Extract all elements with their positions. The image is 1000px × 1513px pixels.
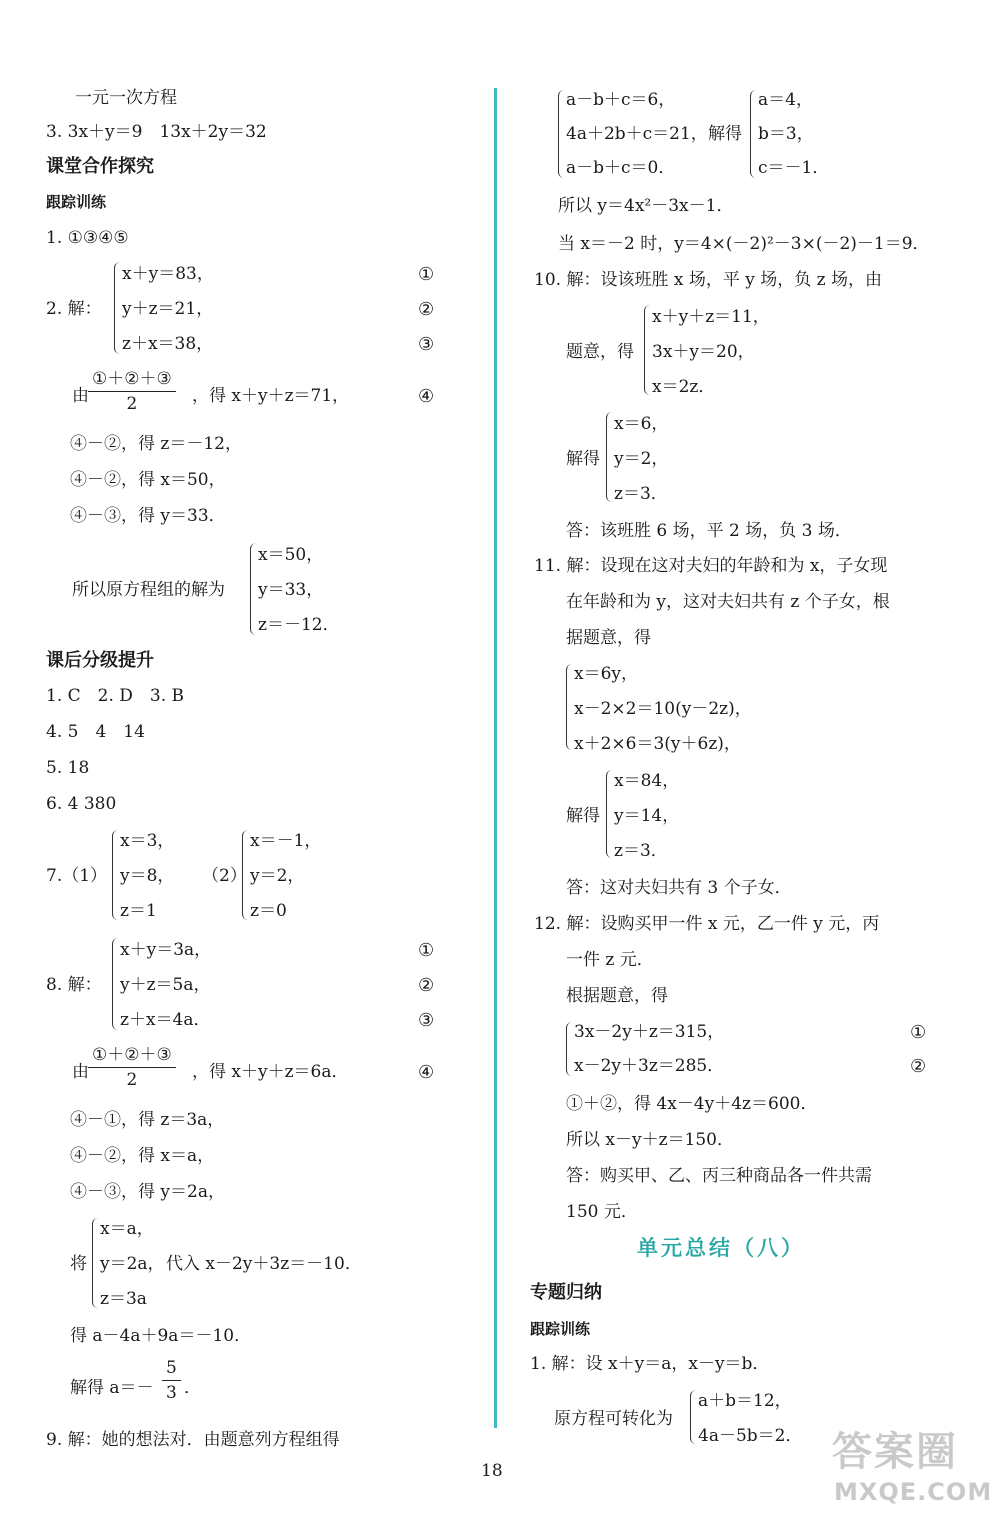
answer-12: 12. 解：设购买甲一件 x 元，乙一件 y 元，丙 [534,914,880,934]
column-divider [494,88,497,1428]
fraction [88,1047,176,1089]
solution: z＝－12． [258,615,340,635]
equation-number: ③ [418,1010,435,1031]
text: 答：该班胜 6 场，平 2 场，负 3 场． [566,521,852,541]
brace [750,90,757,178]
equation: a－b＋c＝6， [566,90,676,110]
answer: 1. C 2. D 3. B [46,686,185,706]
answer: 4. 5 4 14 [46,722,145,742]
numerator: ①＋②＋③ [88,1047,176,1068]
step: ④－②，得 x＝a， [70,1146,215,1166]
text: 根据题意，得 [566,986,668,1006]
equation: y＋z＝21， [122,299,214,319]
solution: b＝3， [758,124,814,144]
fraction [88,371,176,413]
equation: z＋x＝4a． [120,1010,211,1030]
fraction [162,1360,181,1402]
answer-9: 9. 解：她的想法对．由题意列方程组得 [46,1430,340,1450]
brace [112,938,119,1030]
equation: x＝6y， [574,664,639,684]
equation-number: ① [418,940,435,961]
text: 据题意，得 [566,628,651,648]
text: 解得 [566,806,600,826]
equation: x＝2z． [652,377,716,397]
text: ，得 x＋y＋z＝6a． [192,1062,349,1082]
answer-1: 1. 解：设 x＋y＝a，x－y＝b． [530,1354,770,1374]
denominator: 2 [126,1070,138,1090]
brace [606,770,613,858]
section-heading: 课堂合作探究 [46,156,154,177]
denominator: 2 [126,394,138,414]
solution: y＝2， [614,449,669,469]
text: 在年龄和为 y，这对夫妇共有 z 个子女，根 [566,592,890,612]
solution: x＝84， [614,771,680,791]
brace [644,305,651,395]
text: 所以原方程组的解为 [72,580,225,600]
brace [566,664,573,750]
step: ④－③，得 y＝2a， [70,1182,225,1202]
page-number: 18 [481,1461,503,1481]
text: 解得 a＝－ [70,1378,154,1398]
q2-label: 2. 解： [46,299,102,319]
equation: x－2y＋3z＝285． [574,1056,725,1076]
watermark-logo-text: 答案圈 [832,1429,958,1475]
answer: 6. 4 380 [46,794,117,814]
answer-3: 3. 3x＋y＝9 13x＋2y＝32 [46,122,267,142]
text: 所以 y＝4x²－3x－1． [558,196,734,216]
q7-label-2: （2） [202,866,247,886]
text: 由 [72,1062,89,1082]
equation-number: ② [418,975,435,996]
equation-number: ① [418,264,435,285]
answer: 5. 18 [46,758,90,778]
equation: a－b＋c＝0． [566,158,676,178]
text: 解得 [708,124,742,144]
brace [112,830,119,920]
equation-number: ② [418,299,435,320]
solution: z＝1 [120,901,157,921]
text: 当 x＝－2 时，y＝4×(－2)²－3×(－2)－1＝9． [558,234,930,254]
solution: c＝－1． [758,158,830,178]
watermark-site: MXQE.COM [834,1478,993,1506]
section-heading: 专题归纳 [530,1282,602,1303]
answer-10: 10. 解：设该班胜 x 场，平 y 场，负 z 场，由 [534,270,883,290]
solution: y＝8， [120,866,175,886]
step: ④－②，得 x＝50， [70,470,226,490]
answer-1: 1. ①③④⑤ [46,228,129,248]
brace [566,1022,573,1076]
numerator: 5 [162,1360,181,1381]
text: 答：这对夫妇共有 3 个子女． [566,878,792,898]
numerator: ①＋②＋③ [88,371,176,392]
answer-11: 11. 解：设现在这对夫妇的年龄和为 x，子女现 [534,556,888,576]
brace [558,90,565,178]
text: 150 元． [566,1202,638,1222]
equation: z＋x＝38， [122,334,214,354]
solution: z＝3． [614,841,668,861]
solution: z＝3a [100,1289,147,1309]
section-heading: 课后分级提升 [46,650,154,671]
text: ，得 x＋y＋z＝71， [192,386,350,406]
solution: z＝0 [250,901,287,921]
text: 原方程可转化为 [554,1409,673,1429]
text: 答：购买甲、乙、丙三种商品各一件共需 [566,1166,872,1186]
equation: x＋2×6＝3(y＋6z)， [574,734,741,754]
text: 一件 z 元． [566,950,654,970]
brace [690,1390,697,1444]
solution: y＝2a， [100,1254,165,1274]
subheading: 跟踪训练 [46,193,107,211]
equation-number: ③ [418,334,435,355]
equation: y＋z＝5a， [120,975,211,995]
equation-number: ④ [418,1062,435,1083]
solution: x＝50， [258,545,324,565]
step: ④－②，得 z＝－12， [70,434,242,454]
solution: x＝－1， [250,831,322,851]
solution: a＝4， [758,90,813,110]
text: 解得 [566,449,600,469]
solution: y＝33， [258,580,324,600]
equation: x＋y＝83， [122,264,214,284]
equation: 4a＋2b＋c＝21， [566,124,708,144]
solution: y＝14， [614,806,680,826]
text: 得 a－4a＋9a＝－10． [70,1326,252,1346]
solution: x＝3， [120,831,175,851]
text: 代入 x－2y＋3z＝－10． [166,1254,362,1274]
brace [92,1218,99,1308]
text: 题意，得 [566,342,634,362]
equation: 4a－5b＝2． [698,1426,803,1446]
solution: y＝2， [250,866,305,886]
brace [114,262,121,354]
text: 将 [70,1254,87,1274]
text: 由 [72,386,89,406]
text-line: 一元一次方程 [75,88,177,108]
q8-label: 8. 解： [46,975,102,995]
equation: x－2×2＝10(y－2z)， [574,699,752,719]
text: 所以 x－y＋z＝150． [566,1130,734,1150]
unit-summary-title: 单元总结（八） [637,1236,805,1260]
subheading: 跟踪训练 [530,1320,591,1338]
equation: a＋b＝12， [698,1391,792,1411]
equation: 3x－2y＋z＝315， [574,1022,725,1042]
equation: 3x＋y＝20， [652,342,755,362]
brace [606,412,613,502]
equation: x＋y＋z＝11， [652,307,770,327]
equation-number: ② [910,1056,927,1077]
solution: x＝a， [100,1219,154,1239]
step: ④－③，得 y＝33． [70,506,226,526]
text: ①＋②，得 4x－4y＋4z＝600． [566,1094,818,1114]
brace [242,830,249,920]
step: ④－①，得 z＝3a， [70,1110,225,1130]
solution: x＝6， [614,414,669,434]
solution: z＝3． [614,484,668,504]
watermark-logo [826,1420,996,1510]
denominator: 3 [166,1383,177,1403]
equation: x＋y＝3a， [120,940,212,960]
equation-number: ④ [418,386,435,407]
brace [250,543,257,635]
q7-label: 7.（1） [46,866,108,886]
text: ． [184,1378,201,1398]
equation-number: ① [910,1022,927,1043]
